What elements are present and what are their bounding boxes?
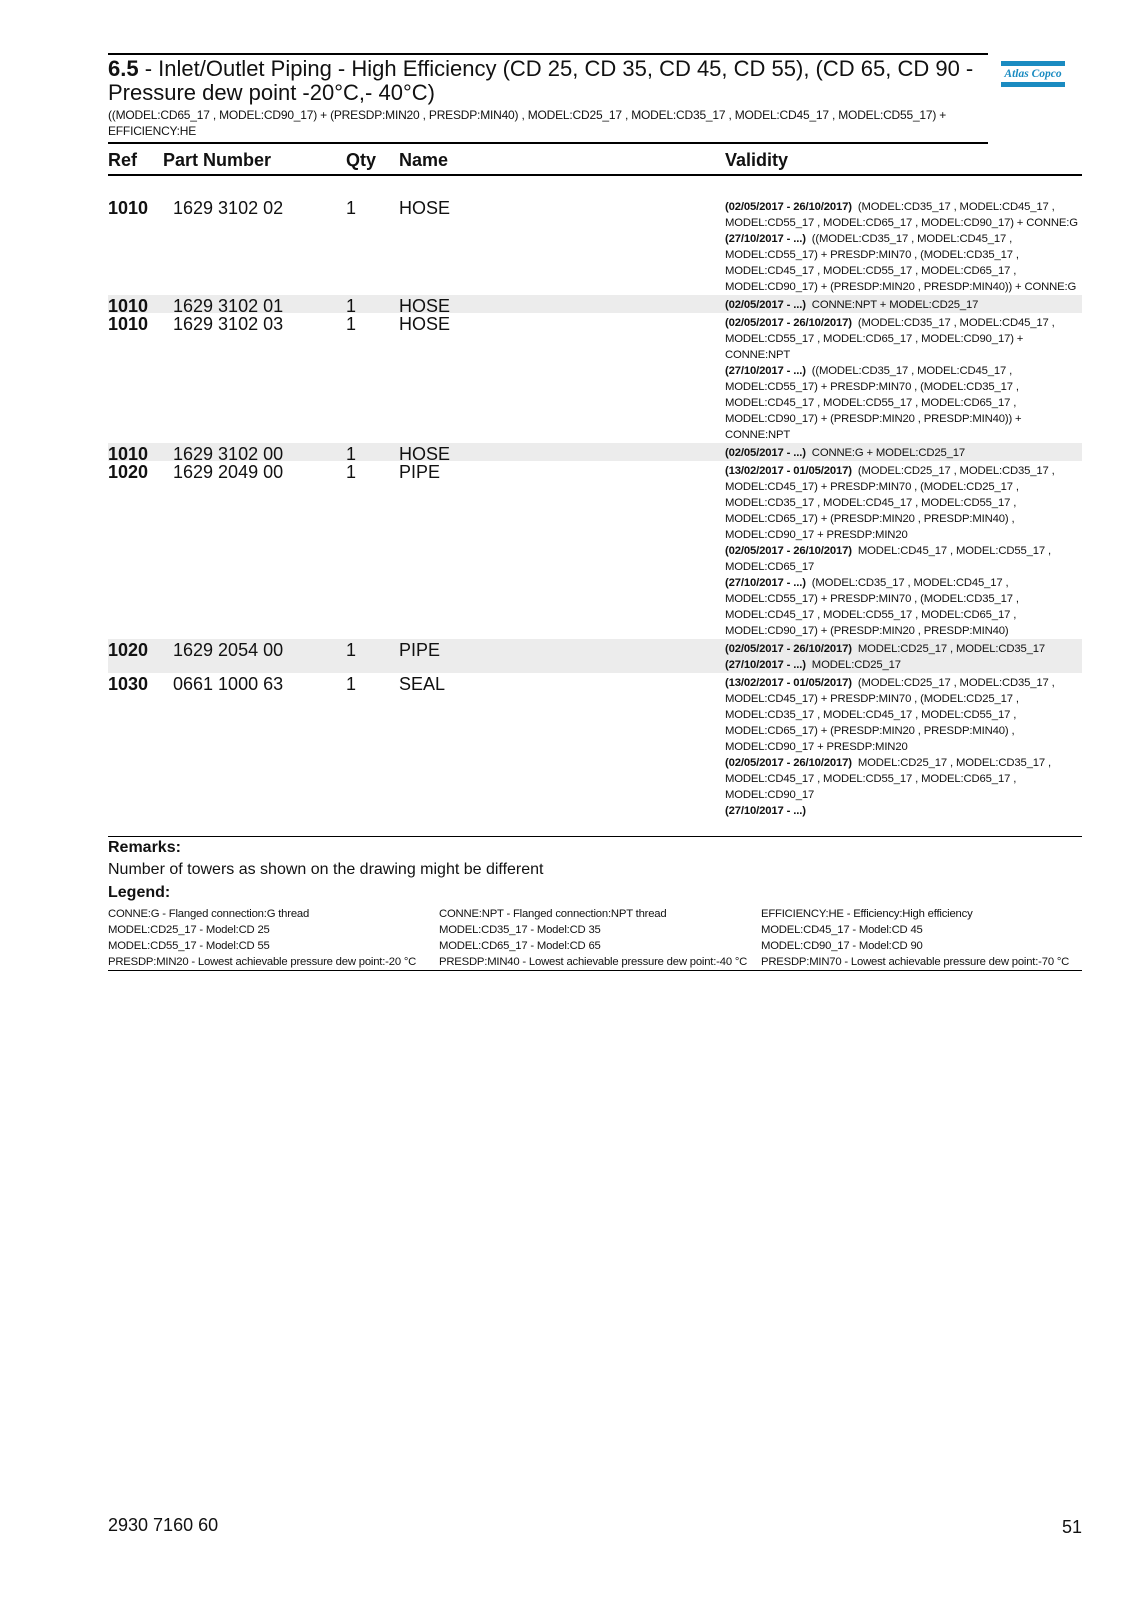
row-validity (725, 461, 1082, 639)
table-bottom-rule (108, 836, 1082, 837)
validity-entry (725, 315, 1082, 363)
row-validity (725, 313, 1082, 443)
validity-date-range: (27/10/2017 - ...) (725, 365, 806, 377)
validity-date-range: (02/05/2017 - 26/10/2017) (725, 643, 852, 655)
row-name: PIPE (399, 640, 441, 660)
validity-condition: MODEL:CD25_17 , MODEL:CD35_17 (851, 643, 1046, 655)
logo-bottom-bar (1001, 82, 1065, 87)
row-part-number: 1629 3102 03 (173, 314, 284, 334)
document-number: 2930 7160 60 (108, 1515, 219, 1535)
validity-entry (725, 641, 1082, 657)
row-validity (725, 443, 1082, 461)
row-validity (725, 295, 1082, 313)
section-condition: ((MODEL:CD65_17 , MODEL:CD90_17) + (PRESDP:MIN20 , PRESDP:MIN40) , MODEL:CD25_17 , MODEL:CD35_17 , MODEL:CD45_17 , MODEL:CD55_17) + EFFICIENCY:HE (108, 108, 947, 138)
validity-date-range: (02/05/2017 - ...) (725, 299, 806, 311)
row-ref: 1020 (108, 640, 149, 660)
validity-entry (725, 755, 1082, 803)
validity-entry (725, 543, 1082, 575)
validity-condition: MODEL:CD25_17 (805, 659, 901, 671)
validity-condition: (MODEL:CD35_17 , MODEL:CD45_17 , MODEL:CD55_17 , MODEL:CD65_17 , MODEL:CD90_17) + CONNE:G (725, 201, 1078, 229)
validity-date-range: (02/05/2017 - 26/10/2017) (725, 201, 852, 213)
page-number: 51 (1061, 1517, 1082, 1537)
legend-entry: EFFICIENCY:HE - Efficiency:High efficiency (761, 908, 973, 920)
validity-entry (725, 363, 1082, 443)
validity-condition: (MODEL:CD25_17 , MODEL:CD35_17 , MODEL:CD45_17) + PRESDP:MIN70 , (MODEL:CD25_17 , MODEL:CD35_17 , MODEL:CD45_17 , MODEL:CD55_17 , MODEL:CD65_17) + (PRESDP:MIN20 , PRESDP:MIN40) , MODEL:CD90_17 + PRESDP:MIN20 (725, 465, 1058, 541)
table-row (108, 639, 1082, 673)
row-ref: 1010 (108, 444, 149, 464)
row-name: SEAL (399, 674, 446, 694)
validity-condition: ((MODEL:CD35_17 , MODEL:CD45_17 , MODEL:CD55_17) + PRESDP:MIN70 , (MODEL:CD35_17 , MODEL:CD45_17 , MODEL:CD55_17 , MODEL:CD65_17 , MODEL:CD90_17) + (PRESDP:MIN20 , PRESDP:MIN40)) + CONNE:NPT (725, 365, 1025, 441)
legend-entry: MODEL:CD45_17 - Model:CD 45 (761, 924, 923, 936)
validity-condition: ((MODEL:CD35_17 , MODEL:CD45_17 , MODEL:CD55_17) + PRESDP:MIN70 , (MODEL:CD35_17 , MODEL:CD45_17 , MODEL:CD55_17 , MODEL:CD65_17 , MODEL:CD90_17) + (PRESDP:MIN20 , PRESDP:MIN40)) + CONNE:G (725, 233, 1077, 293)
logo-text: Atlas Copco (1004, 68, 1062, 80)
table-row (108, 673, 1082, 819)
legend-entry: MODEL:CD90_17 - Model:CD 90 (761, 940, 923, 952)
validity-entry (725, 463, 1082, 543)
validity-condition: MODEL:CD45_17 , MODEL:CD55_17 , MODEL:CD65_17 (725, 545, 1055, 573)
row-validity (725, 197, 1082, 295)
validity-entry (725, 575, 1082, 639)
row-ref: 1010 (108, 198, 149, 218)
row-qty: 1 (346, 296, 357, 316)
validity-date-range: (27/10/2017 - ...) (725, 233, 806, 245)
row-ref: 1030 (108, 674, 149, 694)
legend-table (108, 906, 1082, 971)
validity-entry (725, 675, 1082, 755)
validity-date-range: (27/10/2017 - ...) (725, 805, 806, 817)
validity-date-range: (27/10/2017 - ...) (725, 577, 806, 589)
validity-entry (725, 803, 1082, 819)
row-qty: 1 (346, 198, 357, 218)
validity-entry (725, 445, 1082, 461)
row-name: HOSE (399, 314, 451, 334)
row-validity (725, 639, 1082, 673)
validity-date-range: (27/10/2017 - ...) (725, 659, 806, 671)
row-qty: 1 (346, 640, 357, 660)
column-qty: Qty (346, 150, 377, 170)
legend-entry: PRESDP:MIN20 - Lowest achievable pressure dew point:-20 °C (108, 956, 417, 968)
validity-condition: (MODEL:CD35_17 , MODEL:CD45_17 , MODEL:CD55_17 , MODEL:CD65_17 , MODEL:CD90_17) + CONNE:NPT (725, 317, 1058, 361)
validity-date-range: (13/02/2017 - 01/05/2017) (725, 465, 852, 477)
legend-entry: CONNE:G - Flanged connection:G thread (108, 908, 310, 920)
row-part-number: 1629 3102 02 (173, 198, 284, 218)
section-title (108, 57, 988, 105)
validity-condition: MODEL:CD25_17 , MODEL:CD35_17 , MODEL:CD45_17 , MODEL:CD55_17 , MODEL:CD65_17 , MODEL:CD90_17 (725, 757, 1055, 801)
legend-entry: MODEL:CD25_17 - Model:CD 25 (108, 924, 270, 936)
validity-condition: CONNE:NPT + MODEL:CD25_17 (805, 299, 979, 311)
table-row (108, 461, 1082, 639)
legend-heading: Legend: (108, 884, 171, 901)
legend-entry: MODEL:CD65_17 - Model:CD 65 (439, 940, 601, 952)
row-qty: 1 (346, 674, 357, 694)
legend-entry: CONNE:NPT - Flanged connection:NPT thread (439, 908, 667, 920)
row-part-number: 1629 3102 00 (173, 444, 284, 464)
column-name: Name (399, 150, 449, 170)
column-ref: Ref (108, 150, 138, 170)
validity-condition: (MODEL:CD25_17 , MODEL:CD35_17 , MODEL:CD45_17) + PRESDP:MIN70 , (MODEL:CD25_17 , MODEL:CD35_17 , MODEL:CD45_17 , MODEL:CD55_17 , MODEL:CD65_17) + (PRESDP:MIN20 , PRESDP:MIN40) , MODEL:CD90_17 + PRESDP:MIN20 (725, 677, 1058, 753)
legend-column-2 (439, 906, 747, 970)
validity-entry (725, 199, 1082, 231)
validity-date-range: (02/05/2017 - ...) (725, 447, 806, 459)
table-row (108, 197, 1082, 295)
remarks-heading: Remarks: (108, 839, 181, 856)
row-part-number: 1629 2054 00 (173, 640, 284, 660)
section-number: 6.5 (108, 56, 139, 81)
validity-entry (725, 297, 1082, 313)
row-validity (725, 673, 1082, 819)
table-row (108, 295, 1082, 316)
row-part-number: 0661 1000 63 (173, 674, 284, 694)
row-ref: 1010 (108, 314, 149, 334)
section-header (108, 53, 988, 144)
row-qty: 1 (346, 314, 357, 334)
row-ref: 1010 (108, 296, 149, 316)
validity-date-range: (02/05/2017 - 26/10/2017) (725, 545, 852, 557)
atlas-copco-logo (1001, 61, 1065, 95)
legend-entry: PRESDP:MIN40 - Lowest achievable pressure dew point:-40 °C (439, 956, 748, 968)
section-title-text: - Inlet/Outlet Piping - High Efficiency (CD 25, CD 35, CD 45, CD 55), (CD 65, CD 90 - Pressure dew point -20°C,- 40°C) (108, 56, 974, 105)
row-name: HOSE (399, 296, 451, 316)
row-qty: 1 (346, 462, 357, 482)
column-validity: Validity (725, 150, 789, 170)
parts-table-header (108, 150, 1082, 176)
table-row (108, 313, 1082, 443)
parts-table-body (108, 197, 1082, 819)
row-part-number: 1629 2049 00 (173, 462, 284, 482)
legend-entry: MODEL:CD55_17 - Model:CD 55 (108, 940, 270, 952)
validity-condition: CONNE:G + MODEL:CD25_17 (805, 447, 965, 459)
row-name: HOSE (399, 198, 451, 218)
validity-condition: (MODEL:CD35_17 , MODEL:CD45_17 , MODEL:CD55_17) + PRESDP:MIN70 , (MODEL:CD35_17 , MODEL:CD45_17 , MODEL:CD55_17 , MODEL:CD65_17 , MODEL:CD90_17) + (PRESDP:MIN20 , PRESDP:MIN40) (725, 577, 1022, 637)
table-row (108, 443, 1082, 464)
row-qty: 1 (346, 444, 357, 464)
validity-date-range: (02/05/2017 - 26/10/2017) (725, 317, 852, 329)
validity-entry (725, 657, 1082, 673)
remarks-text: Number of towers as shown on the drawing might be different (108, 861, 544, 878)
row-part-number: 1629 3102 01 (173, 296, 284, 316)
validity-entry (725, 231, 1082, 295)
legend-entry: PRESDP:MIN70 - Lowest achievable pressure dew point:-70 °C (761, 956, 1070, 968)
legend-column-1 (108, 906, 416, 970)
validity-date-range: (02/05/2017 - 26/10/2017) (725, 757, 852, 769)
validity-date-range: (13/02/2017 - 01/05/2017) (725, 677, 852, 689)
legend-column-3 (761, 906, 1069, 970)
column-part-number: Part Number (163, 150, 272, 170)
row-ref: 1020 (108, 462, 149, 482)
row-name: HOSE (399, 444, 451, 464)
legend-entry: MODEL:CD35_17 - Model:CD 35 (439, 924, 601, 936)
row-name: PIPE (399, 462, 441, 482)
